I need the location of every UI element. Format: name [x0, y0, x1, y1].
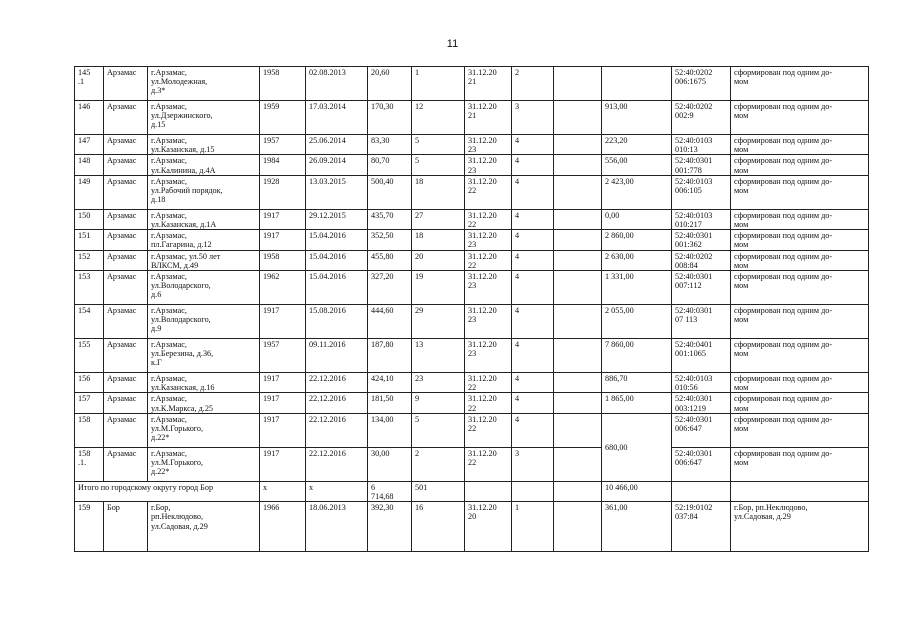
page-number: 11 — [446, 38, 459, 50]
cell-type: 3 — [512, 447, 554, 481]
cell-type: 4 — [512, 393, 554, 413]
cell-city: Арзамас — [104, 393, 148, 413]
cell-cadastre: 52:40:0202 008:84 — [672, 250, 731, 270]
table-row — [75, 230, 869, 250]
cell-type: 4 — [512, 413, 554, 447]
cell-extra — [554, 175, 602, 209]
cell-area: 327,20 — [368, 271, 412, 305]
total-row — [75, 481, 869, 501]
total-people: 501 — [412, 481, 465, 501]
cell-extra — [554, 373, 602, 393]
cell-cost: 2 423,00 — [602, 175, 672, 209]
cell-addr: г.Арзамас, ул.50 лет ВЛКСМ, д.49 — [148, 250, 260, 270]
cell-cadastre: 52:40:0301 006:647 — [672, 447, 731, 481]
table-row — [75, 175, 869, 209]
cell-people: 18 — [412, 175, 465, 209]
cell-cadastre: 52:40:0103 010:217 — [672, 209, 731, 229]
cell-cadastre: 52:40:0401 001:1065 — [672, 339, 731, 373]
cell-year: 1917 — [260, 209, 306, 229]
cell-note: сформирован под одним до- мом — [731, 250, 869, 270]
cell-date: 29.12.2015 — [306, 209, 368, 229]
cell-type: 4 — [512, 175, 554, 209]
cell-date: 02.08.2013 — [306, 67, 368, 101]
cell-cadastre: 52:40:0103 006:105 — [672, 175, 731, 209]
cell-year: 1962 — [260, 271, 306, 305]
cell-cost: 913,00 — [602, 101, 672, 135]
cell-people: 5 — [412, 135, 465, 155]
cell-cost: 223,20 — [602, 135, 672, 155]
cell-addr: г.Арзамас, ул.Казанская, д.15 — [148, 135, 260, 155]
cell-city: Арзамас — [104, 175, 148, 209]
cell-deadline: 31.12.20 22 — [465, 447, 512, 481]
cell-city: Арзамас — [104, 373, 148, 393]
cell-cadastre: 52:40:0202 006:1675 — [672, 67, 731, 101]
cell-deadline: 31.12.20 21 — [465, 101, 512, 135]
cell-extra — [554, 135, 602, 155]
cell-type: 4 — [512, 155, 554, 175]
table-row — [75, 339, 869, 373]
cell-n: 146 — [75, 101, 104, 135]
cell-year: 1984 — [260, 155, 306, 175]
table-row — [75, 135, 869, 155]
cell-cadastre: 52:40:0301 001:362 — [672, 230, 731, 250]
table-row — [75, 155, 869, 175]
cell-deadline: 31.12.20 22 — [465, 413, 512, 447]
cell-note: сформирован под одним до- мом — [731, 135, 869, 155]
cell-note: сформирован под одним до- мом — [731, 175, 869, 209]
cell-note: сформирован под одним до- мом — [731, 339, 869, 373]
cell-area: 444,60 — [368, 305, 412, 339]
cell-type: 3 — [512, 101, 554, 135]
cell-addr: г.Арзамас, ул.Казанская, д.1А — [148, 209, 260, 229]
cell-date: 15.08.2016 — [306, 305, 368, 339]
cell-addr: г.Арзамас, ул.М.Горького, д.22* — [148, 413, 260, 447]
cell-year: 1917 — [260, 373, 306, 393]
cell-date: 15.04.2016 — [306, 271, 368, 305]
cell-people: 13 — [412, 339, 465, 373]
cell-type: 4 — [512, 209, 554, 229]
table-row — [75, 67, 869, 101]
cell-note: сформирован под одним до- мом — [731, 155, 869, 175]
cell-n: 155 — [75, 339, 104, 373]
cell-n: 158 .1. — [75, 447, 104, 481]
cell-cost: 2 630,00 — [602, 250, 672, 270]
cell-cost: 2 860,00 — [602, 230, 672, 250]
cell-date: 22.12.2016 — [306, 373, 368, 393]
cell-people: 19 — [412, 271, 465, 305]
table-row — [75, 250, 869, 270]
cell-area: 352,50 — [368, 230, 412, 250]
cell-date: 26.09.2014 — [306, 155, 368, 175]
cell-date: 15.04.2016 — [306, 230, 368, 250]
cell-n: 159 — [75, 502, 104, 552]
cell-note: сформирован под одним до- мом — [731, 101, 869, 135]
cell-people: 5 — [412, 413, 465, 447]
cell-area: 80,70 — [368, 155, 412, 175]
cell-cadastre: 52:40:0301 07 113 — [672, 305, 731, 339]
cell-year: 1917 — [260, 413, 306, 447]
cell-extra — [554, 230, 602, 250]
cell-extra — [554, 305, 602, 339]
table-row — [75, 447, 869, 481]
cell-note: сформирован под одним до- мом — [731, 305, 869, 339]
cell-n: 154 — [75, 305, 104, 339]
cell-extra — [554, 413, 602, 447]
cell-extra — [554, 101, 602, 135]
cell-people: 23 — [412, 373, 465, 393]
cell-extra — [554, 339, 602, 373]
cell-cost: 7 860,00 — [602, 339, 672, 373]
cell-deadline: 31.12.20 23 — [465, 135, 512, 155]
housing-register-table — [74, 66, 869, 552]
cell-extra — [554, 393, 602, 413]
cell-deadline: 31.12.20 23 — [465, 339, 512, 373]
cell-note: сформирован под одним до- мом — [731, 447, 869, 481]
cell-note: сформирован под одним до- мом — [731, 413, 869, 447]
cell-deadline: 31.12.20 20 — [465, 502, 512, 552]
table-row — [75, 271, 869, 305]
cell-addr: г.Арзамас, ул.К.Маркса, д.25 — [148, 393, 260, 413]
cell-extra — [554, 271, 602, 305]
cell-area: 83,30 — [368, 135, 412, 155]
total-note — [731, 481, 869, 501]
cell-deadline: 31.12.20 22 — [465, 250, 512, 270]
cell-cadastre: 52:40:0103 010:56 — [672, 373, 731, 393]
cell-cadastre: 52:19:0102 037:84 — [672, 502, 731, 552]
cell-city: Арзамас — [104, 135, 148, 155]
cell-city: Арзамас — [104, 305, 148, 339]
total-area: 6 714,68 — [368, 481, 412, 501]
cell-note: г.Бор, рп.Неклюдово, ул.Садовая, д.29 — [731, 502, 869, 552]
cell-type: 4 — [512, 135, 554, 155]
cell-year: 1917 — [260, 230, 306, 250]
cell-city: Арзамас — [104, 339, 148, 373]
cell-date: 17.03.2014 — [306, 101, 368, 135]
cell-n: 157 — [75, 393, 104, 413]
cell-type: 4 — [512, 271, 554, 305]
cell-cost: 886,70 — [602, 373, 672, 393]
cell-type: 4 — [512, 230, 554, 250]
cell-cost: 361,00 — [602, 502, 672, 552]
cell-year: 1958 — [260, 250, 306, 270]
cell-cost: 556,00 — [602, 155, 672, 175]
cell-year: 1917 — [260, 393, 306, 413]
cell-deadline: 31.12.20 22 — [465, 373, 512, 393]
total-deadline — [465, 481, 512, 501]
cell-city: Арзамас — [104, 155, 148, 175]
cell-n: 150 — [75, 209, 104, 229]
cell-deadline: 31.12.20 22 — [465, 175, 512, 209]
cell-city: Бор — [104, 502, 148, 552]
cell-year: 1917 — [260, 305, 306, 339]
cell-people: 9 — [412, 393, 465, 413]
cell-note: сформирован под одним до- мом — [731, 67, 869, 101]
total-date: x — [306, 481, 368, 501]
cell-people: 16 — [412, 502, 465, 552]
cell-cadastre: 52:40:0202 002:9 — [672, 101, 731, 135]
cell-deadline: 31.12.20 22 — [465, 209, 512, 229]
cell-note: сформирован под одним до- мом — [731, 393, 869, 413]
cell-cost: 1 331,00 — [602, 271, 672, 305]
total-extra — [554, 481, 602, 501]
cell-extra — [554, 155, 602, 175]
cell-addr: г.Арзамас, ул.Рабочий порядок, д.18 — [148, 175, 260, 209]
cell-city: Арзамас — [104, 250, 148, 270]
cell-addr: г.Арзамас, ул.Володарского, д.9 — [148, 305, 260, 339]
cell-addr: г.Арзамас, ул.Дзержинского, д.15 — [148, 101, 260, 135]
cell-addr: г.Арзамас, ул.Березина, д.36, к.Г — [148, 339, 260, 373]
cell-area: 20,60 — [368, 67, 412, 101]
cell-deadline: 31.12.20 21 — [465, 67, 512, 101]
cell-addr: г.Арзамас, ул.М.Горького, д.22* — [148, 447, 260, 481]
table-row — [75, 502, 869, 552]
cell-area: 435,70 — [368, 209, 412, 229]
cell-area: 455,80 — [368, 250, 412, 270]
cell-date: 18.06.2013 — [306, 502, 368, 552]
cell-date: 15.04.2016 — [306, 250, 368, 270]
cell-date: 22.12.2016 — [306, 393, 368, 413]
total-cadastre — [672, 481, 731, 501]
total-label: Итого по городскому округу город Бор — [75, 481, 260, 501]
cell-deadline: 31.12.20 23 — [465, 305, 512, 339]
cell-people: 18 — [412, 230, 465, 250]
cell-n: 147 — [75, 135, 104, 155]
table-row — [75, 101, 869, 135]
cell-area: 500,40 — [368, 175, 412, 209]
cell-n: 153 — [75, 271, 104, 305]
table-row — [75, 413, 869, 447]
total-type — [512, 481, 554, 501]
cell-people: 29 — [412, 305, 465, 339]
cell-area: 187,80 — [368, 339, 412, 373]
cell-addr: г.Арзамас, ул.Калинина, д.4А — [148, 155, 260, 175]
cell-addr: г.Арзамас, ул.Володарского, д.6 — [148, 271, 260, 305]
cell-date: 22.12.2016 — [306, 447, 368, 481]
cell-extra — [554, 209, 602, 229]
cell-note: сформирован под одним до- мом — [731, 230, 869, 250]
cell-n: 158 — [75, 413, 104, 447]
cell-year: 1957 — [260, 339, 306, 373]
cell-type: 2 — [512, 67, 554, 101]
cell-date: 22.12.2016 — [306, 413, 368, 447]
cell-year: 1958 — [260, 67, 306, 101]
cell-extra — [554, 447, 602, 481]
cell-type: 4 — [512, 305, 554, 339]
cell-n: 152 — [75, 250, 104, 270]
cell-cadastre: 52:40:0301 006:647 — [672, 413, 731, 447]
cell-date: 25.06.2014 — [306, 135, 368, 155]
cell-addr: г.Арзамас, ул.Молодежная, д.3* — [148, 67, 260, 101]
cell-city: Арзамас — [104, 271, 148, 305]
cell-note: сформирован под одним до- мом — [731, 373, 869, 393]
cell-area: 424,10 — [368, 373, 412, 393]
cell-area: 181,50 — [368, 393, 412, 413]
cell-date: 09.11.2016 — [306, 339, 368, 373]
cell-year: 1959 — [260, 101, 306, 135]
cell-deadline: 31.12.20 23 — [465, 155, 512, 175]
cell-people: 20 — [412, 250, 465, 270]
cell-city: Арзамас — [104, 413, 148, 447]
cell-cadastre: 52:40:0301 007:112 — [672, 271, 731, 305]
table-row — [75, 305, 869, 339]
cell-cost: 0,00 — [602, 209, 672, 229]
cell-date: 13.03.2015 — [306, 175, 368, 209]
cell-n: 145 .1 — [75, 67, 104, 101]
cell-n: 156 — [75, 373, 104, 393]
cell-year: 1928 — [260, 175, 306, 209]
cell-area: 30,00 — [368, 447, 412, 481]
table-row — [75, 393, 869, 413]
cell-extra — [554, 502, 602, 552]
cell-cost — [602, 67, 672, 101]
cell-area: 170,30 — [368, 101, 412, 135]
cell-area: 392,30 — [368, 502, 412, 552]
cell-city: Арзамас — [104, 67, 148, 101]
cell-cost: 680,00 — [602, 413, 672, 481]
cell-cadastre: 52:40:0103 010:13 — [672, 135, 731, 155]
cell-area: 134,00 — [368, 413, 412, 447]
cell-cadastre: 52:40:0301 003:1219 — [672, 393, 731, 413]
cell-people: 1 — [412, 67, 465, 101]
cell-cadastre: 52:40:0301 001:778 — [672, 155, 731, 175]
cell-year: 1966 — [260, 502, 306, 552]
cell-note: сформирован под одним до- мом — [731, 209, 869, 229]
cell-addr: г.Арзамас, пл.Гагарина, д.12 — [148, 230, 260, 250]
cell-type: 4 — [512, 373, 554, 393]
cell-addr: г.Арзамас, ул.Казанская, д.16 — [148, 373, 260, 393]
cell-people: 27 — [412, 209, 465, 229]
cell-city: Арзамас — [104, 230, 148, 250]
cell-cost: 2 055,00 — [602, 305, 672, 339]
cell-people: 12 — [412, 101, 465, 135]
cell-people: 5 — [412, 155, 465, 175]
total-year: x — [260, 481, 306, 501]
cell-extra — [554, 67, 602, 101]
cell-city: Арзамас — [104, 101, 148, 135]
cell-city: Арзамас — [104, 209, 148, 229]
cell-type: 4 — [512, 339, 554, 373]
cell-extra — [554, 250, 602, 270]
cell-deadline: 31.12.20 22 — [465, 393, 512, 413]
cell-addr: г.Бор, рп.Неклюдово, ул.Садовая, д.29 — [148, 502, 260, 552]
table-row — [75, 209, 869, 229]
cell-note: сформирован под одним до- мом — [731, 271, 869, 305]
cell-people: 2 — [412, 447, 465, 481]
cell-year: 1957 — [260, 135, 306, 155]
cell-n: 149 — [75, 175, 104, 209]
cell-year: 1917 — [260, 447, 306, 481]
cell-cost: 1 865,00 — [602, 393, 672, 413]
cell-type: 4 — [512, 250, 554, 270]
cell-type: 1 — [512, 502, 554, 552]
total-cost: 10 466,00 — [602, 481, 672, 501]
cell-n: 151 — [75, 230, 104, 250]
cell-deadline: 31.12.20 23 — [465, 271, 512, 305]
cell-deadline: 31.12.20 23 — [465, 230, 512, 250]
table-row — [75, 373, 869, 393]
cell-n: 148 — [75, 155, 104, 175]
cell-city: Арзамас — [104, 447, 148, 481]
